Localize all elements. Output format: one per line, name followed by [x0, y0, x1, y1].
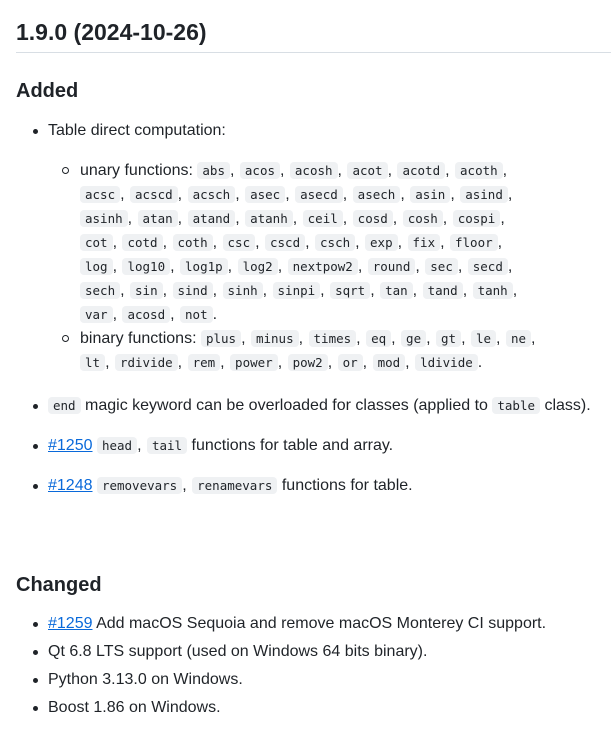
unary-fn-tanh: tanh — [473, 282, 513, 299]
code-tail: tail — [147, 437, 187, 454]
binary-functions-item — [48, 327, 540, 375]
list-item-head-tail: #1250 head , tail functions for table and array. — [0, 434, 611, 458]
unary-fn-sqrt: sqrt — [330, 282, 370, 299]
unary-fn-acot: acot — [347, 162, 387, 179]
binary-fn-eq: eq — [366, 330, 391, 347]
binary-fn-ldivide: ldivide — [415, 354, 478, 371]
issue-link-1248[interactable]: #1248 — [48, 477, 93, 494]
heading-divider — [16, 52, 611, 53]
unary-fn-asind: asind — [460, 186, 508, 203]
unary-fn-sec: sec — [425, 258, 458, 275]
code-removevars: removevars — [97, 477, 182, 494]
binary-fn-minus: minus — [251, 330, 299, 347]
unary-fn-log: log — [80, 258, 113, 275]
binary-functions-label: binary functions: — [80, 330, 197, 347]
unary-fn-asin: asin — [410, 186, 450, 203]
unary-fn-sech: sech — [80, 282, 120, 299]
issue-link-1250[interactable]: #1250 — [48, 437, 93, 454]
unary-fn-acsch: acsch — [188, 186, 236, 203]
changed-item-text: Boost 1.86 on Windows. — [48, 699, 221, 716]
unary-fn-log2: log2 — [238, 258, 278, 275]
end-item-text: magic keyword can be overloaded for classes (applied to — [85, 397, 488, 414]
unary-fn-asecd: asecd — [295, 186, 343, 203]
unary-fn-csc: csc — [223, 234, 256, 251]
binary-fn-pow2: pow2 — [288, 354, 328, 371]
release-heading: 1.9.0 (2024-10-26) — [16, 19, 207, 45]
binary-fn-or: or — [338, 354, 363, 371]
list-item-changed-1 — [0, 612, 611, 636]
changed-item-text: Python 3.13.0 on Windows. — [48, 671, 243, 688]
unary-fn-cospi: cospi — [453, 210, 501, 227]
changed-item-text: Qt 6.8 LTS support (used on Windows 64 bits binary). — [48, 643, 428, 660]
function-sublist — [48, 159, 611, 375]
unary-fn-acotd: acotd — [397, 162, 445, 179]
unary-fn-acosd: acosd — [122, 306, 170, 323]
unary-fn-tan: tan — [380, 282, 413, 299]
unary-fn-atand: atand — [188, 210, 236, 227]
list-item-table-computation — [0, 119, 611, 375]
unary-functions-item — [48, 159, 540, 327]
list-item-end-keyword — [0, 394, 611, 418]
unary-fn-acosh: acosh — [290, 162, 338, 179]
binary-fn-gt: gt — [436, 330, 461, 347]
unary-function-list: abs , acos , acosh , acot , acotd , acoth , acsc , acscd , acsch , asec , asecd , asech , asin , asind , asinh , atan , atand , atanh , ceil , cosd , cosh , cospi , cot , cotd , coth , csc , cscd , csch , exp , fix , floor , log , log10 , log1p , log2 , nextpow2 , round , sec , secd , sech , sin , sind , sinh , sinpi , sqrt , tan , tand , tanh , var , acosd , not . — [80, 162, 518, 323]
unary-fn-acoth: acoth — [455, 162, 503, 179]
added-list — [0, 119, 611, 498]
unary-fn-asech: asech — [353, 186, 401, 203]
unary-fn-log1p: log1p — [180, 258, 228, 275]
code-end: end — [48, 397, 81, 414]
unary-fn-log10: log10 — [122, 258, 170, 275]
code-renamevars: renamevars — [192, 477, 277, 494]
binary-fn-rdivide: rdivide — [115, 354, 178, 371]
unary-fn-csch: csch — [315, 234, 355, 251]
unary-fn-atan: atan — [138, 210, 178, 227]
unary-fn-ceil: ceil — [303, 210, 343, 227]
changed-list — [0, 612, 611, 720]
unary-fn-tand: tand — [423, 282, 463, 299]
binary-fn-power: power — [230, 354, 278, 371]
binary-fn-lt: lt — [80, 354, 105, 371]
unary-fn-abs: abs — [197, 162, 230, 179]
unary-fn-secd: secd — [468, 258, 508, 275]
removevars-item-text: functions for table. — [281, 477, 413, 494]
unary-fn-sind: sind — [173, 282, 213, 299]
unary-fn-sin: sin — [130, 282, 163, 299]
unary-fn-cscd: cscd — [265, 234, 305, 251]
list-item-changed-2 — [0, 640, 611, 664]
issue-link-1259[interactable]: #1259 — [48, 615, 93, 632]
binary-function-list: plus , minus , times , eq , ge , gt , le , ne , lt , rdivide , rem , power , pow2 , or , mod , ldivide . — [80, 330, 536, 371]
head-item-text: functions for table and array. — [191, 437, 394, 454]
unary-fn-sinpi: sinpi — [273, 282, 321, 299]
binary-fn-plus: plus — [201, 330, 241, 347]
unary-functions-label: unary functions: — [80, 162, 193, 179]
added-heading: Added — [16, 80, 79, 102]
binary-fn-ge: ge — [401, 330, 426, 347]
unary-fn-sinh: sinh — [223, 282, 263, 299]
unary-fn-floor: floor — [450, 234, 498, 251]
unary-fn-not: not — [180, 306, 213, 323]
binary-fn-le: le — [471, 330, 496, 347]
unary-fn-cot: cot — [80, 234, 113, 251]
binary-fn-mod: mod — [373, 354, 406, 371]
unary-fn-nextpow2: nextpow2 — [288, 258, 358, 275]
unary-fn-acscd: acscd — [130, 186, 178, 203]
unary-fn-coth: coth — [173, 234, 213, 251]
list-item-removevars: #1248 removevars , renamevars functions for table. — [0, 474, 611, 498]
unary-fn-round: round — [368, 258, 416, 275]
code-table: table — [492, 397, 540, 414]
list-item-changed-3 — [0, 668, 611, 692]
unary-fn-fix: fix — [408, 234, 441, 251]
binary-fn-rem: rem — [188, 354, 221, 371]
list-item-changed-4 — [0, 696, 611, 720]
unary-fn-acos: acos — [240, 162, 280, 179]
unary-fn-asinh: asinh — [80, 210, 128, 227]
unary-fn-var: var — [80, 306, 113, 323]
binary-fn-times: times — [309, 330, 357, 347]
changed-item-text: Add macOS Sequoia and remove macOS Monterey CI support. — [96, 615, 547, 632]
changed-heading: Changed — [16, 574, 102, 596]
unary-fn-atanh: atanh — [245, 210, 293, 227]
unary-fn-cosh: cosh — [403, 210, 443, 227]
unary-fn-acsc: acsc — [80, 186, 120, 203]
binary-fn-ne: ne — [506, 330, 531, 347]
unary-fn-cosd: cosd — [353, 210, 393, 227]
end-item-tail: class). — [544, 397, 591, 414]
unary-fn-exp: exp — [365, 234, 398, 251]
code-head: head — [97, 437, 137, 454]
unary-fn-asec: asec — [245, 186, 285, 203]
unary-fn-cotd: cotd — [122, 234, 162, 251]
table-computation-label: Table direct computation: — [48, 122, 226, 139]
